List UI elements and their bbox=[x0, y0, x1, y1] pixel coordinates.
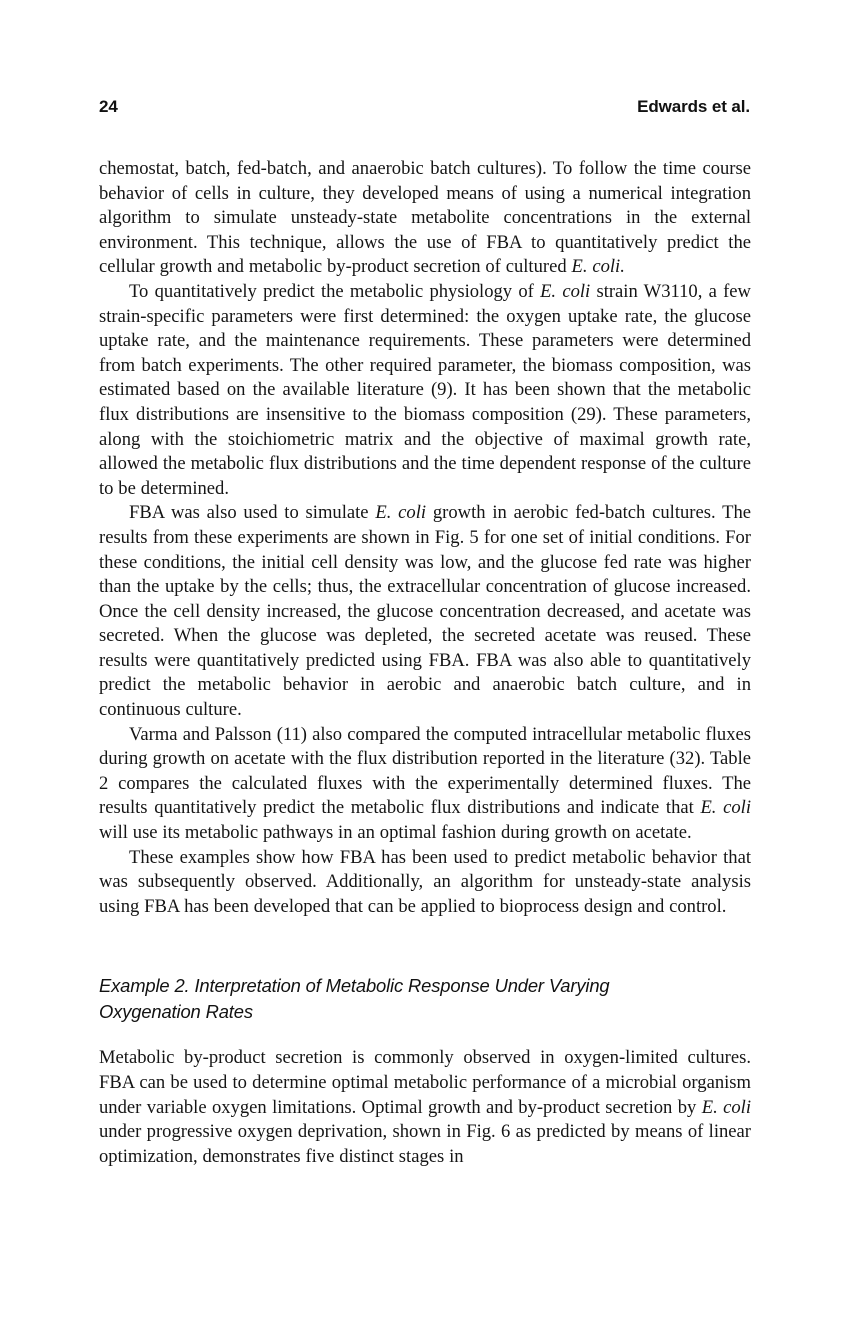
running-head-authors: Edwards et al. bbox=[637, 97, 750, 116]
paragraph-varma-palsson: Varma and Palsson (11) also compared the computed intracellular metabolic fluxes during growth on acetate with the flux distribution reported in the literature (32). Table 2 compares the calculated fluxes with the experimentally determined fluxes. The results quantitatively predict the metabolic flux distributions and indicate that E. coli will use its metabolic pathways in an optimal fashion during growth on acetate. bbox=[99, 723, 751, 844]
page-body bbox=[99, 157, 751, 1169]
paragraph-quantitatively-predict: To quantitatively predict the metabolic physiology of E. coli strain W3110, a few strain-specific parameters were first determined: the oxygen uptake rate, the glucose uptake rate, and the maintenance requirements. These parameters were determined from batch experiments. The other required parameter, the biomass composition, was estimated based on the available literature (9). It has been shown that the metabolic flux distributions are insensitive to the biomass composition (29). These parameters, along with the stoichiometric matrix and the objective of maximal growth rate, allowed the metabolic flux distributions and the time dependent response of the culture to be determined. bbox=[99, 280, 751, 499]
running-head bbox=[99, 98, 750, 122]
page-number: 24 bbox=[99, 97, 118, 116]
paragraph-these-examples: These examples show how FBA has been used to predict metabolic behavior that was subsequently observed. Additionally, an algorithm for unsteady-state analysis using FBA has been developed that can be applied to bioprocess design and control. bbox=[99, 846, 751, 917]
section-heading-block bbox=[99, 973, 751, 1025]
paragraph-chemostat: chemostat, batch, fed-batch, and anaerobic batch cultures). To follow the time course behavior of cells in culture, they developed means of using a numerical integration algorithm to simulate unsteady-state metabolite concentrations in the external environment. This technique, allows the use of FBA to quantitatively predict the cellular growth and metabolic by-product secretion of cultured E. coli. bbox=[99, 158, 751, 278]
section-heading: Example 2. Interpretation of Metabolic Response Under Varying Oxygenation Rates bbox=[99, 975, 610, 1023]
paragraph-fba-fed-batch: FBA was also used to simulate E. coli growth in aerobic fed-batch cultures. The results from these experiments are shown in Fig. 5 for one set of initial conditions. For these conditions, the initial cell density was low, and the glucose fed rate was higher than the uptake by the cells; thus, the extracellular concentration of glucose increased. Once the cell density increased, the glucose concentration decreased, and acetate was secreted. When the glucose was depleted, the secreted acetate was reused. These results were quantitatively predicted using FBA. FBA was also able to quantitatively predict the metabolic behavior in aerobic and anaerobic batch culture, and in continuous culture. bbox=[99, 502, 751, 721]
paragraph-metabolic-byproduct: Metabolic by-product secretion is commonly observed in oxygen-limited cultures. FBA can be used to determine optimal metabolic performance of a microbial organism under variable oxygen limitations. Optimal growth and by-product secretion by E. coli under progressive oxygen deprivation, shown in Fig. 6 as predicted by means of linear optimization, demonstrates five distinct stages in bbox=[99, 1047, 751, 1167]
